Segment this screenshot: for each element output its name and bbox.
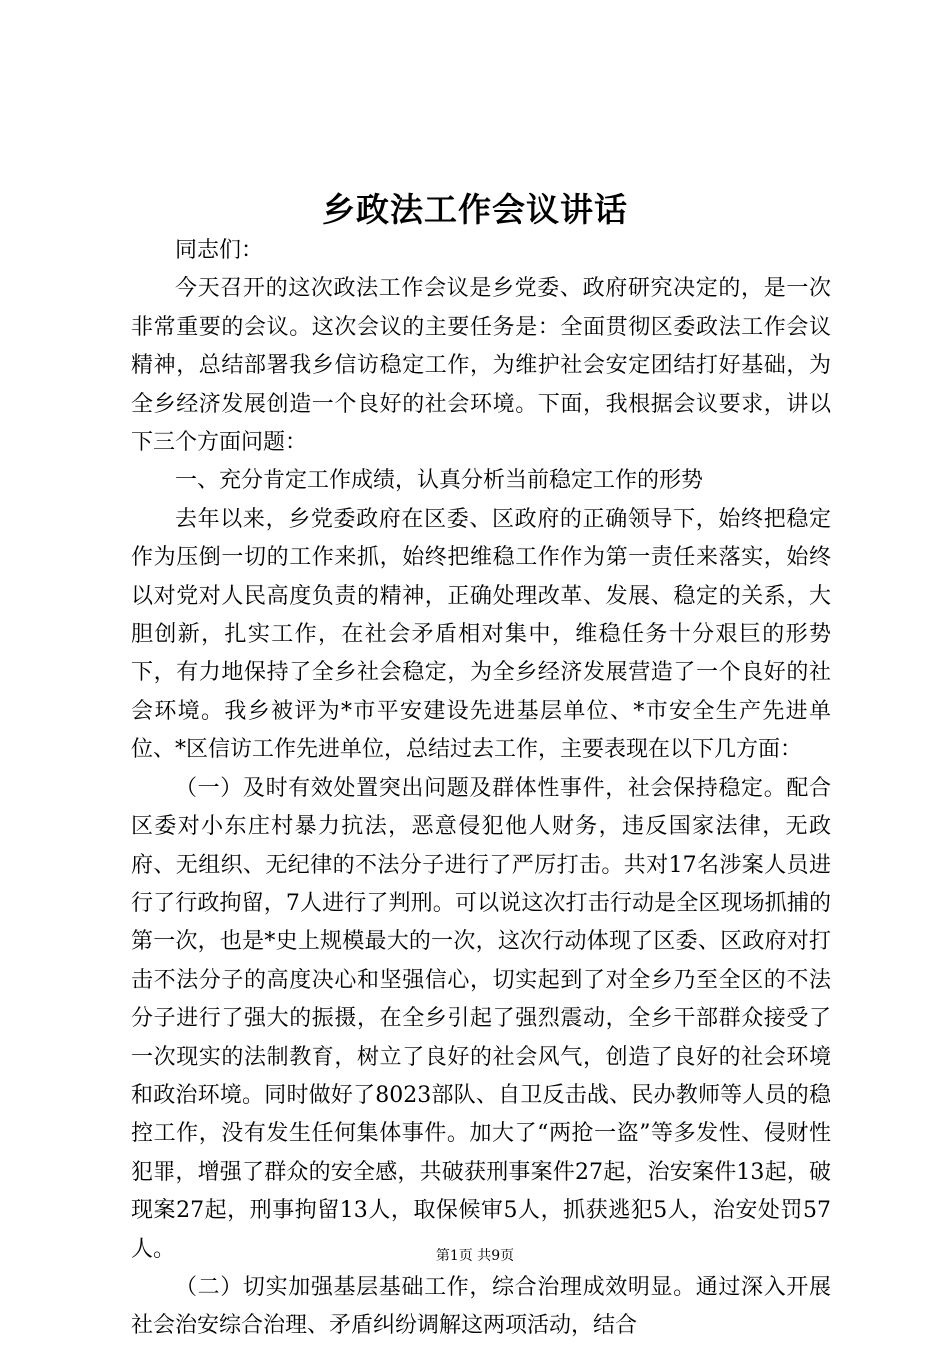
document-title: 乡政法工作会议讲话 [322, 190, 628, 229]
paragraph-item-two: （二）切实加强基层基础工作，综合治理成效明显。通过深入开展社会治安综合治理、矛盾纠纷调解这两项活动，结合 [131, 1274, 831, 1339]
page-footer: 第1页 共9页 [435, 1248, 515, 1264]
paragraph-achievements: 去年以来，乡党委政府在区委、区政府的正确领导下，始终把稳定作为压倒一切的工作来抓，始终把维稳工作作为第一责任来落实，始终以对党对人民高度负责的精神，正确处理改革、发展、稳定的关系，大胆创新，扎实工作，在社会矛盾相对集中，维稳任务十分艰巨的形势下，有力地保持了全乡社会稳定，为全乡经济发展营造了一个良好的社会环境。我乡被评为*市平安建设先进基层单位、*市安全生产先进单位、*区信访工作先进单位，总结过去工作，主要表现在以下几方面： [131, 506, 831, 763]
section-heading: 一、充分肯定工作成绩，认真分析当前稳定工作的形势 [175, 468, 704, 494]
paragraph-item-one: （一）及时有效处置突出问题及群体性事件，社会保持稳定。配合区委对小东庄村暴力抗法，恶意侵犯他人财务，违反国家法律，无政府、无组织、无纪律的不法分子进行了严厉打击。共对17名涉案人员进行了行政拘留，7人进行了判刑。可以说这次打击行动是全区现场抓捕的第一次，也是*史上规模最大的一次，这次行动体现了区委、区政府对打击不法分子的高度决心和坚强信心，切实起到了对全乡乃至全区的不法分子进行了强大的振摄，在全乡引起了强烈震动，全乡干部群众接受了一次现实的法制教育，树立了良好的社会风气，创造了良好的社会环境和政治环境。同时做好了8023部队、自卫反击战、民办教师等人员的稳控工作，没有发生任何集体事件。加大了“两抢一盗”等多发性、侵财性犯罪，增强了群众的安全感，共破获刑事案件27起，治安案件13起，破现案27起，刑事拘留13人，取保候审5人，抓获逃犯5人，治安处罚57人。 [131, 775, 831, 1262]
paragraph-intro: 今天召开的这次政法工作会议是乡党委、政府研究决定的，是一次非常重要的会议。这次会议的主要任务是：全面贯彻区委政法工作会议精神，总结部署我乡信访稳定工作，为维护社会安定团结打好基础，为全乡经济发展创造一个良好的社会环境。下面，我根据会议要求，讲以下三个方面问题： [131, 276, 831, 456]
salutation: 同志们： [175, 238, 264, 263]
document-body [131, 232, 831, 1346]
